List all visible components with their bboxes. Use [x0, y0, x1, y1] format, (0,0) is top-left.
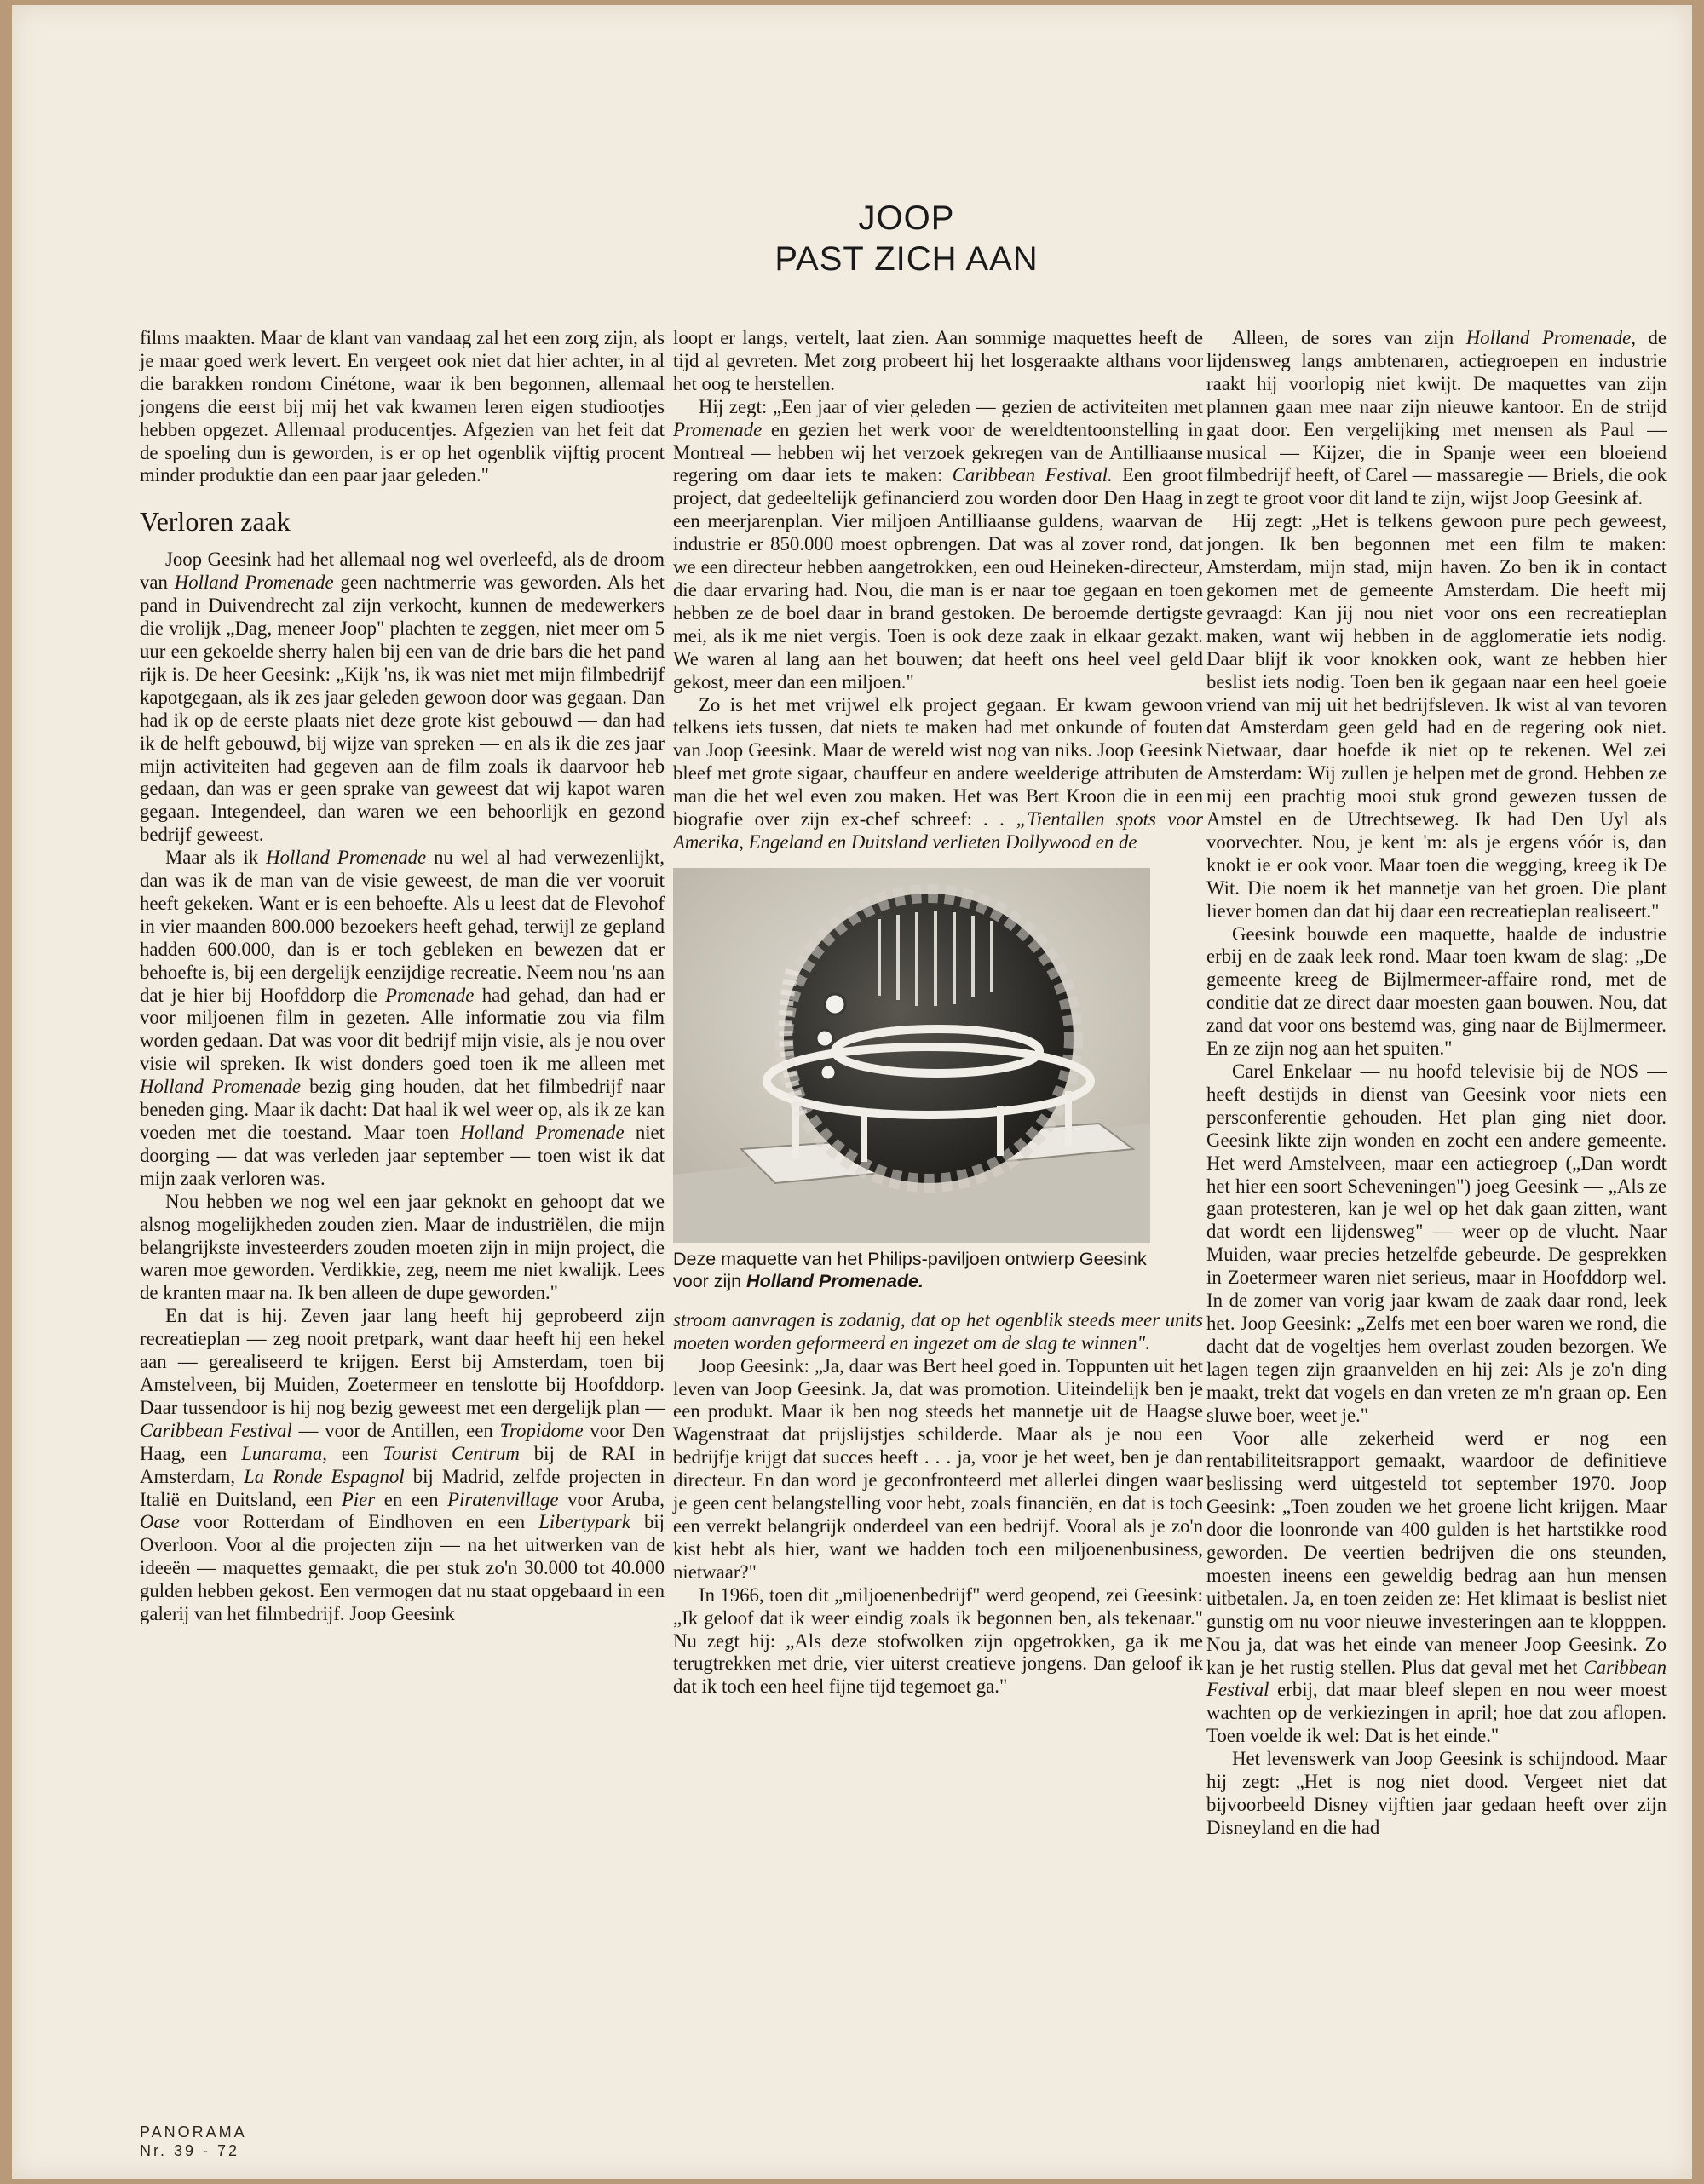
paragraph: Alleen, de sores van zijn Holland Promenade, de lijdensweg langs ambtenaren, actiegroepen en industrie raakt hij voorlopig niet kwijt. De maquettes van zijn plannen gaan mee naar zijn nieuwe kantoor. En de strijd gaat door. Een vergelijking met mensen als Paul — musical — Kijzer, die in Spanje weer een bloeiend filmbedrijf heeft, of Carel — massaregie — Briels, die ook zegt te groot voor dit land te zijn, wijst Joop Geesink af. [1206, 327, 1667, 509]
paragraph: stroom aanvragen is zodanig, dat op het ogenblik steeds meer units moeten worden geformeerd en ingezet om de slag te winnen". [673, 1308, 1203, 1354]
paragraph: In 1966, toen dit „miljoenenbedrijf" werd geopend, zei Geesink: „Ik geloof dat ik weer eindig zoals ik begonnen ben, als tekenaar." Nu zegt hij: „Als deze stofwolken zijn opgetrokken, ga ik me terugtrekken met drie, vier uiterst creatieve jongens. Dan geloof ik dat ik toch een heel fijne tijd tegemoet ga." [673, 1583, 1203, 1698]
paragraph: Maar als ik Holland Promenade nu wel al had verwezenlijkt, dan was ik de man van de visie geweest, de man die ver vooruit heeft gekeken. Want er is een behoefte. Als u leest dat de Flevohof in vier maanden 800.000 bezoekers heeft gehad, terwijl ze gepland hadden 600.000, dan is er toch gebleken en bewezen dat er behoefte is, bij een dergelijk eenzijdige recreatie. Neem nou 'ns aan dat je hier bij Hoofddorp die Promenade had gehad, dan had er voor miljoenen film in gezeten. Alle informatie zou via film worden gedaan. Dat was voor dit bedrijf mijn visie, als je nou over visie wil spreken. Ik wist donders goed toen ik me alleen met Holland Promenade bezig ging houden, dat het filmbedrijf naar beneden ging. Maar ik dacht: Dat haal ik wel weer op, als ik ze kan voeden met die toestand. Maar toen Holland Promenade niet doorging — dat was verleden jaar september — toen wist ik dat mijn zaak verloren was. [140, 847, 665, 1189]
paragraph: Nou hebben we nog wel een jaar geknokt en gehoopt dat we alsnog mogelijkheden zouden zien. Maar de industriëlen, die mijn belangrijkste investeerders zouden moeten zijn in mijn project, die waren moe geworden. Verdikkie, zeg, neem me niet kwalijk. Lees de kranten maar na. Ik ben alleen de dupe geworden." [140, 1190, 665, 1304]
paragraph: Hij zegt: „Het is telkens gewoon pure pech geweest, jongen. Ik ben begonnen met een film te maken: Amsterdam, mijn stad, mijn haven. Zo ben ik in contact gekomen met de gemeente Amsterdam. Die heeft mij gevraagd: Kan jij nou niet voor ons een recreatieplan maken, want wij hebben in de agglomeratie iets nodig. Daar blijf ik voor knokken ook, want ze hebben hier beslist iets nodig. Toen ben ik gegaan naar een heel goeie vriend van mij uit het bedrijfsleven. Ik wist al van tevoren dat Amsterdam geen geld had en de regering ook niet. Nietwaar, daar hoefde ik niet op te rekenen. Wel zei Amsterdam: Wij zullen je helpen met de grond. Hebben ze mij een prachtig mooi stuk grond gewezen tussen de Amstel en de Utrechtseweg. Ik had Den Uyl als voorvechter. Nou, je kent 'm: als je ergens vóór is, dan knokt ie er ook voor. Maar toen die wegging, kreeg ik De Wit. Die noem ik het mannetje van het groen. Die plant liever bomen dan dat hij daar een recreatieplan realiseert." [1206, 510, 1667, 922]
paragraph: Joop Geesink: „Ja, daar was Bert heel goed in. Toppunten uit het leven van Joop Geesink. Ja, dat was promotion. Uiteindelijk ben je een produkt. Maar ik ben nog steeds het mannetje uit de Haagse Wagenstraat dat prijslijstjes schilderde. Maar als je nou een bedrijfje krijgt dat succes heeft . . . ja, voor je het weet, ben je dan directeur. En dan word je geconfronteerd met allerlei dingen waar je geen cent belangstelling voor hebt, zoals financiën, en dat is toch een verrekt belangrijk onderdeel van een bedrijf. Vooral als je zo'n kist hebt als hier, want we hadden toch een miljoenenbusiness, nietwaar?" [673, 1354, 1203, 1583]
article-title [608, 198, 1205, 279]
paragraph: Voor alle zekerheid werd er nog een rentabiliteitsrapport gemaakt, waardoor de definitieve beslissing werd uitgesteld tot september 1970. Joop Geesink: „Toen zouden we het groene licht krijgen. Maar door die loonronde van 400 gulden is het hartstikke rood geworden. De veertien bedrijven die ons steunden, moesten ineens een geweldig bedrag aan hun mensen uitbetalen. Ja, en toen zeiden ze: Het klimaat is beslist niet gunstig om nu voor nieuwe investeringen aan te klopppen. Nou ja, dat was het einde van meneer Joop Geesink. Zo kan je het rustig stellen. Plus dat geval met het Caribbean Festival erbij, dat maar bleef slepen en nou weer moest wachten op de verkiezingen in april; hoe dat zou aflopen. Toen voelde ik wel: Dat is het einde." [1206, 1427, 1667, 1747]
paragraph: loopt er langs, vertelt, laat zien. Aan sommige maquettes heeft de tijd al gevreten. Met zorg probeert hij het losgeraakte althans voor het oog te herstellen. [673, 327, 1203, 394]
paragraph: Het levenswerk van Joop Geesink is schijndood. Maar hij zegt: „Het is nog niet dood. Vergeet niet dat bijvoorbeeld Disney vijftien jaar gedaan heeft over zijn Disneyland en die had [1206, 1748, 1667, 1838]
paragraph: Hij zegt: „Een jaar of vier geleden — gezien de activiteiten met Promenade en gezien het werk voor de wereldtentoonstelling in Montreal — hebben wij het verzoek gekregen van de Antilliaanse regering om daar iets te maken: Caribbean Festival. Een groot project, dat gedeeltelijk gefinancierd zou worden door Den Haag in een meerjarenplan. Vier miljoen Antilliaanse guldens, waarvan de industrie er 850.000 moest opbrengen. Dat was al zover rond, dat we een directeur hebben aangetrokken, een oud Heineken-directeur, die daar ervaring had. Nou, die man is er naar toe gegaan en toen hebben ze de boel daar in brand gestoken. De beroemde dertigste mei, als ik me niet vergis. Toen is ook deze zaak in elkaar gezakt. We waren al lang aan het bouwen; dat heeft ons heel veel geld gekost, meer dan een miljoen." [673, 395, 1203, 693]
column-3 [1206, 327, 1667, 1840]
pavilion-maquette-photo [673, 868, 1150, 1243]
issue-number: Nr. 39 - 72 [140, 2142, 240, 2159]
paragraph: Geesink bouwde een maquette, haalde de industrie erbij en de zaak leek rond. Maar toen kwam de slag: „De gemeente kreeg de Bijlmermeer-affaire rond, met de conditie dat ze direct daar moesten gaan bouwen. Nou, dat zand dat voor ons bestemd was, ging naar de Bijlmermeer. En ze zijn nog aan het spuiten." [1206, 922, 1667, 1060]
photo-caption: Deze maquette van het Philips-paviljoen ontwierp Geesink voor zijn Holland Promenade. [673, 1248, 1147, 1291]
paragraph: Joop Geesink had het allemaal nog wel overleefd, als de droom van Holland Promenade geen nachtmerrie was geworden. Als het pand in Duivendrecht zal zijn verkocht, kunnen de medewerkers die vrolijk „Dag, meneer Joop" plachten te zeggen, niet meer om 5 uur een gekoelde sherry halen bij een van de drie bars die het pand rijk is. De heer Geesink: „Kijk 'ns, ik was niet met mijn filmbedrijf kapotgegaan, als ik zes jaar geleden gewoon door was gegaan. Dan had ik op de eerste plaats niet deze grote kist gebouwd — dan had ik de helft gebouwd, bij wijze van spreken — en als ik die zes jaar mijn activiteiten had gegeven aan de film zoals ik daarvoor heb gedaan, dan was er geen sprake van geweest dat wij kapot waren gegaan. Integendeel, dan waren we een behoorlijk en gezond bedrijf geweest. [140, 549, 665, 846]
magazine-page [12, 5, 1692, 2179]
column-2 [673, 327, 1203, 1698]
paragraph: Carel Enkelaar — nu hoofd televisie bij de NOS — heeft destijds in dienst van Geesink voor niets een persconferentie gehouden. Het plan ging niet door. Geesink likte zijn wonden en zocht een andere gemeente. Het werd Amstelveen, maar een actiegroep („Dan wordt het hier een soort Scheveningen") joeg Geesink — „Als ze gaan protesteren, kan je wel op het dak gaan zitten, want dat wordt een lijdensweg" — weer op de vlucht. Naar Muiden, waar precies hetzelfde gebeurde. De gesprekken in Zoetermeer waren niet serieus, maar in Hoofddorp wel. In de zomer van vorig jaar kwam de zaak daar rond, leek het. Joop Geesink: „Zelfs met een boer waren we rond, die dacht dat de vogeltjes hem overlast zouden bezorgen. We lagen tegen zijn graanvelden en hij zei: Als je zo'n ding maakt, trekt dat vogels en dan vreten ze m'n graan op. Een sluwe boer, weet je." [1206, 1060, 1667, 1426]
title-line-2: PAST ZICH AAN [774, 240, 1039, 278]
title-line-1: JOOP [858, 199, 955, 237]
paragraph: films maakten. Maar de klant van vandaag zal het een zorg zijn, als je maar goed werk levert. En vergeet ook niet dat hier achter, in al die barakken rondom Cinétone, waar ik ben begonnen, allemaal jongens die eerst bij mij het vak kwamen leren eigen studiootjes hebben opgezet. Allemaal producentjes. Afgezien van het feit dat de spoeling dun is geworden, is er op het ogenblik vijftig procent minder produktie dan een paar jaar geleden." [140, 327, 665, 486]
paragraph: Zo is het met vrijwel elk project gegaan. Er kwam gewoon telkens iets tussen, dat niets te maken had met onkunde of fouten van Joop Geesink. Maar de wereld wist nog van niks. Joop Geesink bleef met grote sigaar, chauffeur en andere weelderige attributen de man die het wel even zou maken. Het was Bert Kroon die in een biografie over zijn ex-chef schreef: . . „Tientallen spots voor Amerika, Engeland en Duitsland verlieten Dollywood en de [673, 693, 1203, 853]
pavilion-maquette-icon [673, 868, 1150, 1243]
column-1 [140, 327, 665, 1626]
magazine-name: PANORAMA [140, 2124, 247, 2141]
page-footer [140, 2123, 247, 2160]
paragraph: En dat is hij. Zeven jaar lang heeft hij geprobeerd zijn recreatieplan — zeg nooit pretpark, want daar heeft hij een hekel aan — gerealiseerd te krijgen. Eerst bij Amsterdam, toen bij Amstelveen, bij Muiden, Zoetermeer en tenslotte bij Hoofddorp. Daar tussendoor is hij nog bezig geweest met een dergelijk plan — Caribbean Festival — voor de Antillen, een Tropidome voor Den Haag, een Lunarama, een Tourist Centrum bij de RAI in Amsterdam, La Ronde Espagnol bij Madrid, zelfde projecten in Italië en Duitsland, een Pier en een Piratenvillage voor Aruba, Oase voor Rotterdam of Eindhoven en een Libertypark bij Overloon. Voor al die projecten zijn — na het uitwerken van de ideeën — maquettes gemaakt, die per stuk zo'n 30.000 tot 40.000 gulden hebben gekost. Een vermogen dat nu staat opgebaard in een galerij van het filmbedrijf. Joop Geesink [140, 1305, 665, 1625]
section-heading: Verloren zaak [140, 506, 291, 537]
